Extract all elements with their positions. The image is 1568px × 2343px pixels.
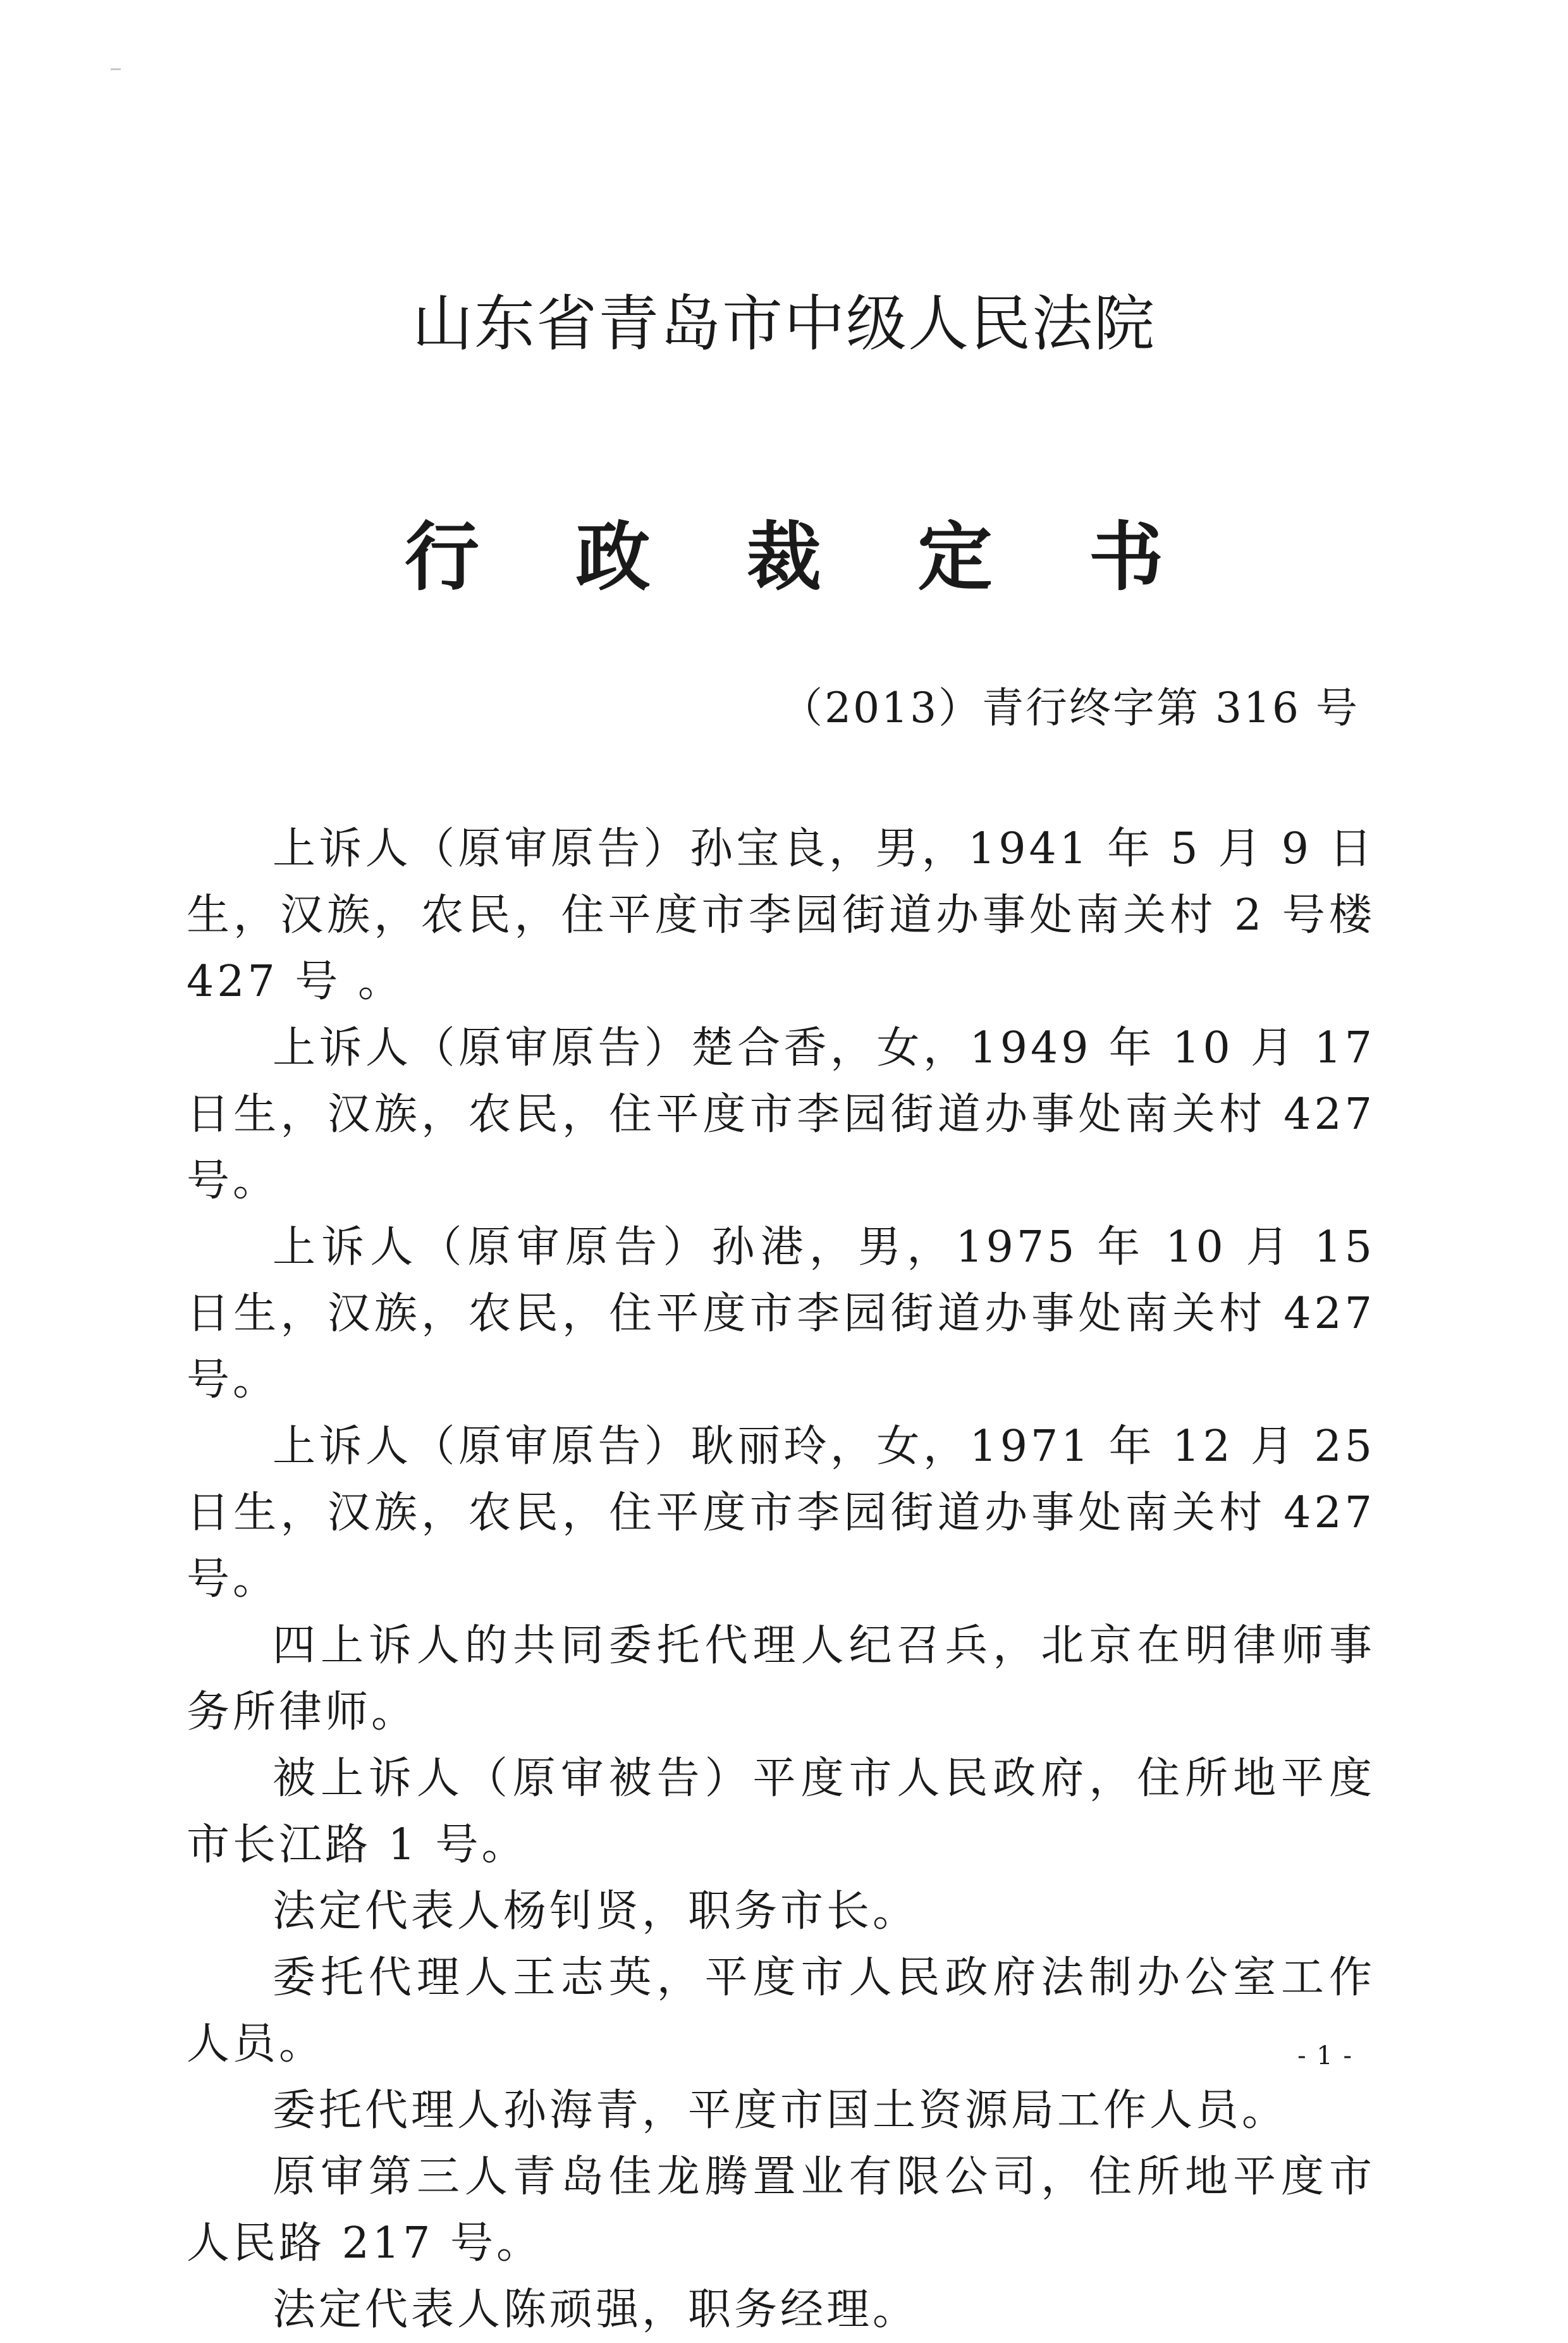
doc-type-char: 裁 xyxy=(746,513,821,601)
paragraph-appellant-1: 上诉人（原审原告）孙宝良，男，1941 年 5 月 9 日生，汉族，农民，住平度市李园街道办事处南关村 2 号楼 427 号 。 xyxy=(187,824,1375,1007)
document-body xyxy=(187,816,1375,2343)
paragraph-appellee-representative: 法定代表人杨钊贤，职务市长。 xyxy=(273,1886,919,1936)
page-number: - 1 - xyxy=(1297,2041,1353,2070)
paragraph-appellant-2: 上诉人（原审原告）楚合香，女，1949 年 10 月 17 日生，汉族，农民，住平度市李园街道办事处南关村 427 号。 xyxy=(187,1023,1375,1206)
scan-artifact xyxy=(111,68,121,70)
doc-type-char: 政 xyxy=(575,513,651,601)
document-type-title xyxy=(405,512,1163,602)
court-name: 山东省青岛市中级人民法院 xyxy=(412,288,1156,359)
paragraph-appellee: 被上诉人（原审被告）平度市人民政府，住所地平度市长江路 1 号。 xyxy=(187,1754,1375,1870)
paragraph-third-party-representative: 法定代表人陈顽强，职务经理。 xyxy=(273,2285,919,2335)
paragraph-third-party: 原审第三人青岛佳龙腾置业有限公司，住所地平度市人民路 217 号。 xyxy=(187,2152,1375,2268)
paragraph-appellant-agent: 四上诉人的共同委托代理人纪召兵，北京在明律师事务所律师。 xyxy=(187,1621,1375,1737)
doc-type-char: 书 xyxy=(1088,513,1163,601)
case-number: （2013）青行终字第 316 号 xyxy=(781,684,1359,732)
paragraph-appellant-4: 上诉人（原审原告）耿丽玲，女，1971 年 12 月 25 日生，汉族，农民，住平度市李园街道办事处南关村 427 号。 xyxy=(187,1422,1375,1604)
paragraph-appellee-agent-2: 委托代理人孙海青，平度市国土资源局工作人员。 xyxy=(273,2086,1289,2136)
doc-type-char: 定 xyxy=(917,513,993,601)
paragraph-appellant-3: 上诉人（原审原告）孙港，男，1975 年 10 月 15 日生，汉族，农民，住平度市李园街道办事处南关村 427 号。 xyxy=(187,1222,1375,1405)
doc-type-char: 行 xyxy=(405,513,480,601)
paragraph-appellee-agent-1: 委托代理人王志英，平度市人民政府法制办公室工作人员。 xyxy=(187,1953,1375,2069)
